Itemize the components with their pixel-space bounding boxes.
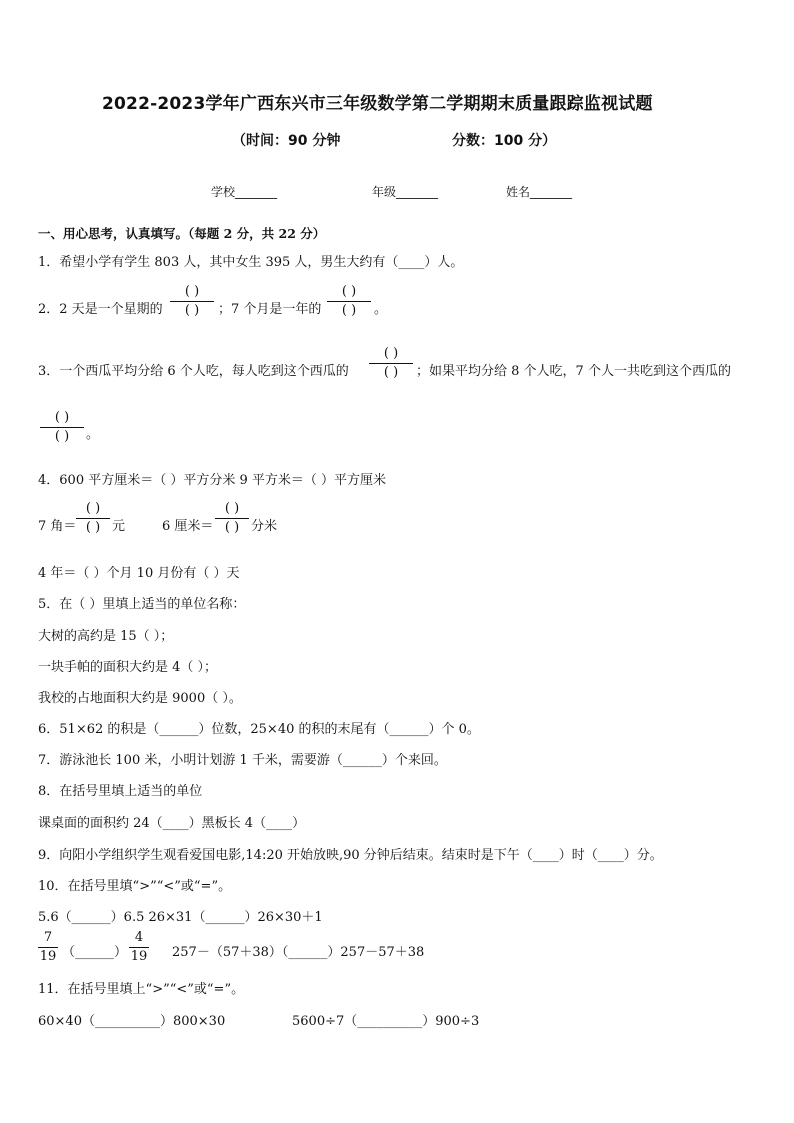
question-8-stem: 8．在括号里填上适当的单位 xyxy=(38,784,203,799)
fraction-four-nineteenths xyxy=(129,930,149,965)
question-11-row-a: 60×40（__________）800×30 xyxy=(38,1014,226,1029)
question-1: 1．希望小学有学生 803 人，其中女生 395 人，男生大约有（____）人。 xyxy=(38,255,464,270)
fraction-seven-nineteenths xyxy=(38,930,58,965)
numerator-blank[interactable]: ( ) xyxy=(383,346,399,361)
grade-field[interactable]: 年级_______ xyxy=(372,185,439,199)
question-4-jiao-prefix: 7 角＝ xyxy=(38,519,77,534)
numerator-blank[interactable]: ( ) xyxy=(341,284,357,299)
question-11-row-b: 5600÷7（__________）900÷3 xyxy=(292,1014,480,1029)
fraction-blank[interactable] xyxy=(369,346,413,381)
question-4-cm-suffix: 分米 xyxy=(251,519,278,534)
denominator-blank[interactable]: ( ) xyxy=(383,365,399,380)
question-3-part1: 3．一个西瓜平均分给 6 个人吃，每人吃到这个西瓜的 xyxy=(38,364,349,379)
question-7: 7．游泳池长 100 米，小明计划游 1 千米，需要游（______）个来回。 xyxy=(38,753,447,768)
numerator-blank[interactable]: ( ) xyxy=(54,410,70,425)
denominator-blank[interactable]: ( ) xyxy=(54,429,70,444)
question-6: 6．51×62 的积是（______）位数，25×40 的积的末尾有（______）个 0。 xyxy=(38,722,480,737)
denominator-blank[interactable]: ( ) xyxy=(224,520,240,535)
school-field[interactable]: 学校_______ xyxy=(211,185,278,199)
exam-score: 分数：100 分） xyxy=(452,133,557,149)
question-3-part2: ；如果平均分给 8 个人吃，7 个人一共吃到这个西瓜的 xyxy=(416,364,731,379)
question-5-a: 大树的高约是 15（ ）； xyxy=(38,629,174,644)
question-4-jiao-suffix: 元 xyxy=(112,519,126,534)
question-4-cm-prefix: 6 厘米＝ xyxy=(162,519,214,534)
exam-time: （时间：90 分钟 xyxy=(232,133,341,149)
numerator-blank[interactable]: ( ) xyxy=(224,501,240,516)
question-5-c: 我校的占地面积大约是 9000（ ）。 xyxy=(38,691,242,706)
question-5-stem: 5．在（ ）里填上适当的单位名称： xyxy=(38,597,246,612)
fraction-blank[interactable] xyxy=(327,284,371,319)
name-field[interactable]: 姓名_______ xyxy=(506,185,573,199)
numerator-blank[interactable]: ( ) xyxy=(85,501,101,516)
fraction-blank[interactable] xyxy=(170,284,214,319)
denominator-blank[interactable]: ( ) xyxy=(341,303,357,318)
fraction-blank[interactable] xyxy=(215,501,249,536)
denominator-blank[interactable]: ( ) xyxy=(184,303,200,318)
answer-blank[interactable]: （______） xyxy=(62,945,128,960)
denominator-blank[interactable]: ( ) xyxy=(85,520,101,535)
question-9: 9．向阳小学组织学生观看爱国电影,14:20 开始放映,90 分钟后结束。结束时是下午（____）时（____）分。 xyxy=(38,848,663,863)
denominator: 19 xyxy=(39,949,57,964)
question-4-line1: 4．600 平方厘米＝（ ）平方分米 9 平方米＝（ ）平方厘米 xyxy=(38,473,387,488)
question-2-suffix: 。 xyxy=(374,302,388,317)
question-2-middle: ；7 个月是一年的 xyxy=(218,302,322,317)
question-11-stem: 11．在括号里填上“>”“<”或“=”。 xyxy=(38,982,245,997)
denominator: 19 xyxy=(130,949,148,964)
fraction-blank[interactable] xyxy=(76,501,110,536)
question-5-b: 一块手帕的面积大约是 4（ ）； xyxy=(38,660,218,675)
question-8-line: 课桌面的面积约 24（____）黑板长 4（____） xyxy=(38,816,306,831)
question-10-row1: 5.6（______）6.5 26×31（______）26×30＋1 xyxy=(38,910,323,925)
question-3-suffix: 。 xyxy=(86,427,100,442)
fraction-blank[interactable] xyxy=(40,410,84,445)
question-2-prefix: 2．2 天是一个星期的 xyxy=(38,302,163,317)
numerator: 7 xyxy=(43,930,53,945)
question-10-row2-tail: 257－（57＋38）（______）257－57＋38 xyxy=(172,945,425,960)
section-heading: 一、用心思考，认真填写。（每题 2 分，共 22 分） xyxy=(38,226,326,241)
question-10-stem: 10．在括号里填“>”“<”或“=”。 xyxy=(38,879,232,894)
numerator: 4 xyxy=(134,930,144,945)
question-4-line3: 4 年＝（ ）个月 10 月份有（ ）天 xyxy=(38,566,240,581)
numerator-blank[interactable]: ( ) xyxy=(184,284,200,299)
page-title: 2022-2023学年广西东兴市三年级数学第二学期期末质量跟踪监视试题 xyxy=(102,94,653,114)
